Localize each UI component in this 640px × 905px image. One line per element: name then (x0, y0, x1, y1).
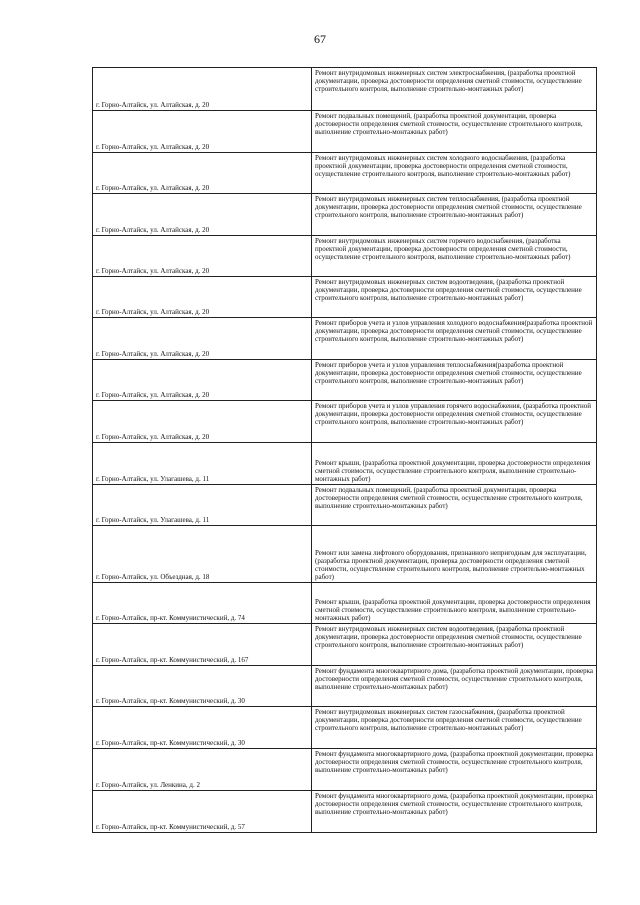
table-row (93, 68, 597, 111)
work-description-cell: Ремонт крыши, (разработка проектной документации, проверка достоверности определения сметной стоимости, осуществление строительного контроля, выполнение строительно-монтажных работ) (312, 443, 597, 485)
address-cell: г. Горно-Алтайск, пр-кт. Коммунистический, д. 30 (93, 707, 312, 749)
work-description-cell: Ремонт крыши, (разработка проектной документации, проверка достоверности определения сметной стоимости, осуществление строительного контроля, выполнение строительно-монтажных работ) (312, 583, 597, 624)
address-cell: г. Горно-Алтайск, ул. Алтайская, д. 20 (93, 277, 312, 318)
address-cell: г. Горно-Алтайск, ул. Алтайская, д. 20 (93, 236, 312, 277)
address-cell: г. Горно-Алтайск, пр-кт. Коммунистический, д. 74 (93, 583, 312, 624)
table-row (93, 749, 597, 791)
address-cell: г. Горно-Алтайск, ул. Алтайская, д. 20 (93, 153, 312, 194)
address-cell: г. Горно-Алтайск, пр-кт. Коммунистический, д. 57 (93, 791, 312, 833)
work-description-cell: Ремонт приборов учета и узлов управления горячего водоснабжения, (разработка проектной документации, проверка достоверности определения сметной стоимости, осуществление строительного контроля, выполнение строительно-монтажных работ) (312, 401, 597, 443)
work-description-cell: Ремонт или замена лифтового оборудования, признанного непригодным для эксплуатации, (разработка проектной документации, проверка достоверности определения сметной стоимости, осуществление строительного контроля, выполнение строительно-монтажных работ) (312, 526, 597, 583)
page-number: 67 (314, 32, 326, 46)
table-row (93, 583, 597, 624)
table-row (93, 666, 597, 707)
table-row (93, 485, 597, 526)
table-row (93, 360, 597, 401)
table-row (93, 236, 597, 277)
table-row (93, 443, 597, 485)
work-description-cell: Ремонт внутридомовых инженерных систем электроснабжения, (разработка проектной документации, проверка достоверности определения сметной стоимости, осуществление строительного контроля, выполнение строительно-монтажных работ) (312, 68, 597, 111)
table-row (93, 707, 597, 749)
address-cell: г. Горно-Алтайск, ул. Алтайская, д. 20 (93, 111, 312, 153)
work-description-cell: Ремонт подвальных помещений, (разработка проектной документации, проверка достоверности определения сметной стоимости, осуществление строительного контроля, выполнение строительно-монтажных работ) (312, 111, 597, 153)
address-cell: г. Горно-Алтайск, ул. Алтайская, д. 20 (93, 360, 312, 401)
table-row (93, 153, 597, 194)
table-row (93, 791, 597, 833)
work-description-cell: Ремонт фундамента многоквартирного дома, (разработка проектной документации, проверка достоверности определения сметной стоимости, осуществление строительного контроля, выполнение строительно-монтажных работ) (312, 666, 597, 707)
address-cell: г. Горно-Алтайск, ул. Ленкина, д. 2 (93, 749, 312, 791)
address-cell: г. Горно-Алтайск, ул. Алтайская, д. 20 (93, 401, 312, 443)
work-description-cell: Ремонт подвальных помещений, (разработка проектной документации, проверка достоверности определения сметной стоимости, осуществление строительного контроля, выполнение строительно-монтажных работ) (312, 485, 597, 526)
work-description-cell: Ремонт фундамента многоквартирного дома, (разработка проектной документации, проверка достоверности определения сметной стоимости, осуществление строительного контроля, выполнение строительно-монтажных работ) (312, 749, 597, 791)
address-cell: г. Горно-Алтайск, ул. Алтайская, д. 20 (93, 318, 312, 360)
address-cell: г. Горно-Алтайск, ул. Алтайская, д. 20 (93, 68, 312, 111)
table-row (93, 277, 597, 318)
address-cell: г. Горно-Алтайск, пр-кт. Коммунистический, д. 30 (93, 666, 312, 707)
work-description-cell: Ремонт внутридомовых инженерных систем горячего водоснабжения, (разработка проектной документации, проверка достоверности определения сметной стоимости, осуществление строительного контроля, выполнение строительно-монтажных работ) (312, 236, 597, 277)
table-row (93, 526, 597, 583)
table-row (93, 111, 597, 153)
work-description-cell: Ремонт внутридомовых инженерных систем газоснабжения, (разработка проектной документации, проверка достоверности определения сметной стоимости, осуществление строительного контроля, выполнение строительно-монтажных работ) (312, 707, 597, 749)
work-description-cell: Ремонт приборов учета и узлов управления теплоснабжения(разработка проектной документации, проверка достоверности определения сметной стоимости, осуществление строительного контроля, выполнение строительно-монтажных работ) (312, 360, 597, 401)
table-row (93, 624, 597, 666)
address-cell: г. Горно-Алтайск, ул. Улагашева, д. 11 (93, 443, 312, 485)
work-description-cell: Ремонт приборов учета и узлов управления холодного водоснабжения(разработка проектной документации, проверка достоверности определения сметной стоимости, осуществление строительного контроля, выполнение строительно-монтажных работ) (312, 318, 597, 360)
address-cell: г. Горно-Алтайск, ул. Объездная, д. 18 (93, 526, 312, 583)
address-cell: г. Горно-Алтайск, пр-кт. Коммунистический, д. 167 (93, 624, 312, 666)
table-row (93, 401, 597, 443)
work-description-cell: Ремонт внутридомовых инженерных систем водоотведения, (разработка проектной документации, проверка достоверности определения сметной стоимости, осуществление строительного контроля, выполнение строительно-монтажных работ) (312, 624, 597, 666)
address-cell: г. Горно-Алтайск, ул. Улагашева, д. 11 (93, 485, 312, 526)
work-description-cell: Ремонт фундамента многоквартирного дома, (разработка проектной документации, проверка достоверности определения сметной стоимости, осуществление строительного контроля, выполнение строительно-монтажных работ) (312, 791, 597, 833)
repair-works-table (92, 67, 597, 833)
table-body (93, 68, 597, 833)
work-description-cell: Ремонт внутридомовых инженерных систем теплоснабжения, (разработка проектной документации, проверка достоверности определения сметной стоимости, осуществление строительного контроля, выполнение строительно-монтажных работ) (312, 194, 597, 236)
table-row (93, 194, 597, 236)
address-cell: г. Горно-Алтайск, ул. Алтайская, д. 20 (93, 194, 312, 236)
work-description-cell: Ремонт внутридомовых инженерных систем холодного водоснабжения, (разработка проектной документации, проверка достоверности определения сметной стоимости, осуществление строительного контроля, выполнение строительно-монтажных работ) (312, 153, 597, 194)
work-description-cell: Ремонт внутридомовых инженерных систем водоотведения, (разработка проектной документации, проверка достоверности определения сметной стоимости, осуществление строительного контроля, выполнение строительно-монтажных работ) (312, 277, 597, 318)
table-row (93, 318, 597, 360)
